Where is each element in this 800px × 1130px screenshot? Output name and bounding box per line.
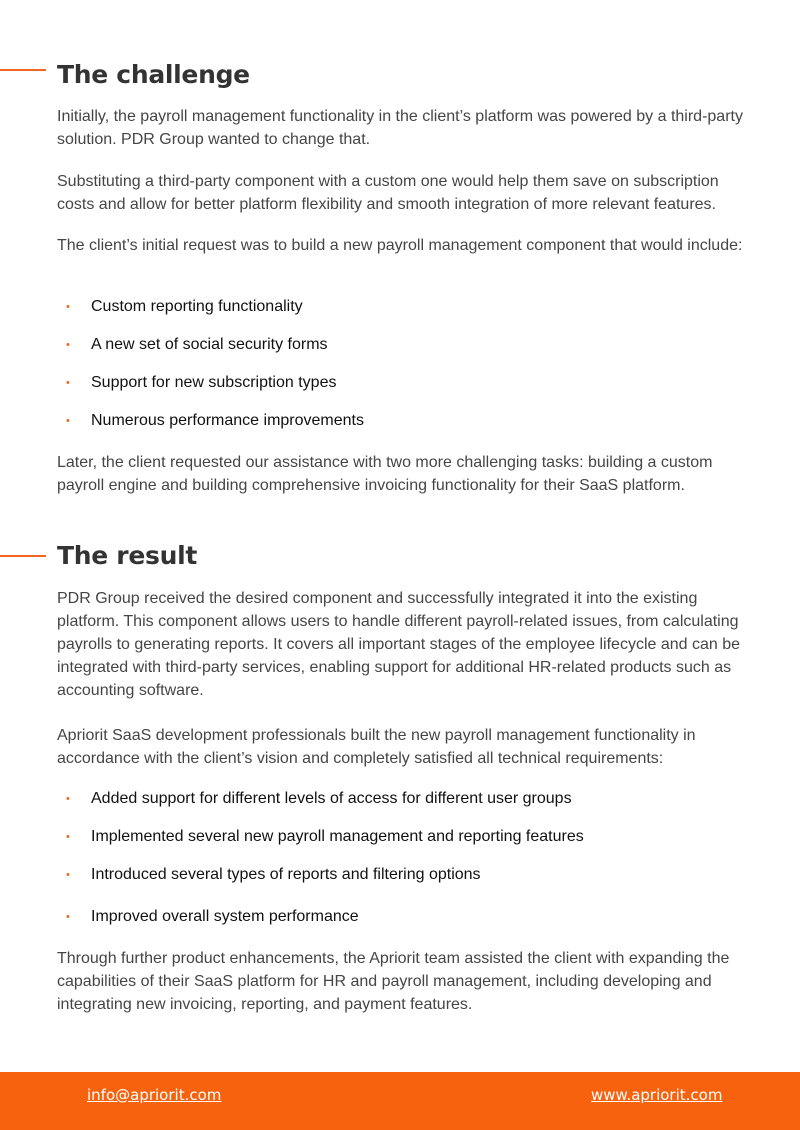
- bullet-dot-icon: •: [66, 339, 70, 351]
- section-accent-line: [0, 69, 46, 71]
- result-paragraph-2: Apriorit SaaS development professionals built the new payroll management functionality in accordance with the client’s vision and completely satisfied all technical requirements:: [57, 727, 696, 767]
- bullet-text: Introduced several types of reports and filtering options: [91, 866, 481, 883]
- section-accent-line: [0, 555, 46, 557]
- challenge-paragraph-3: The client’s initial request was to build a new payroll management component that would include:: [57, 237, 743, 254]
- result-paragraph-3: Through further product enhancements, the Apriorit team assisted the client with expanding the capabilities of their SaaS platform for HR and payroll management, including developing and integrating new invoicing, reporting, and payment features.: [57, 950, 730, 1013]
- challenge-heading: The challenge: [57, 60, 250, 89]
- result-paragraph-1: PDR Group received the desired component and successfully integrated it into the existing platform. This component allows users to handle different payroll-related issues, from calculating payrolls to generating reports. It covers all important stages of the employee lifecycle and can be integrated with third-party services, enabling support for additional HR-related products such as accounting software.: [57, 590, 741, 699]
- bullet-text: Improved overall system performance: [91, 908, 359, 925]
- bullet-text: A new set of social security forms: [91, 336, 328, 353]
- bullet-text: Added support for different levels of access for different user groups: [91, 790, 572, 807]
- bullet-text: Numerous performance improvements: [91, 412, 364, 429]
- bullet-dot-icon: •: [66, 869, 70, 881]
- footer-email-link[interactable]: info@apriorit.com: [87, 1086, 222, 1104]
- challenge-paragraph-4: Later, the client requested our assistance with two more challenging tasks: building a custom payroll engine and building comprehensive invoicing functionality for their SaaS platform.: [57, 454, 713, 494]
- bullet-dot-icon: •: [66, 831, 70, 843]
- footer-website-link[interactable]: www.apriorit.com: [591, 1086, 723, 1104]
- bullet-dot-icon: •: [66, 415, 70, 427]
- footer-bar: [0, 1072, 800, 1130]
- bullet-dot-icon: •: [66, 377, 70, 389]
- bullet-dot-icon: •: [66, 793, 70, 805]
- challenge-paragraph-2: Substituting a third-party component with a custom one would help them save on subscription costs and allow for better platform flexibility and smooth integration of more relevant features.: [57, 173, 719, 213]
- challenge-paragraph-1: Initially, the payroll management functionality in the client’s platform was powered by a third-party solution. PDR Group wanted to change that.: [57, 108, 743, 148]
- result-heading: The result: [57, 541, 197, 570]
- bullet-text: Support for new subscription types: [91, 374, 337, 391]
- bullet-text: Implemented several new payroll management and reporting features: [91, 828, 584, 845]
- bullet-text: Custom reporting functionality: [91, 298, 303, 315]
- bullet-dot-icon: •: [66, 911, 70, 923]
- bullet-dot-icon: •: [66, 301, 70, 313]
